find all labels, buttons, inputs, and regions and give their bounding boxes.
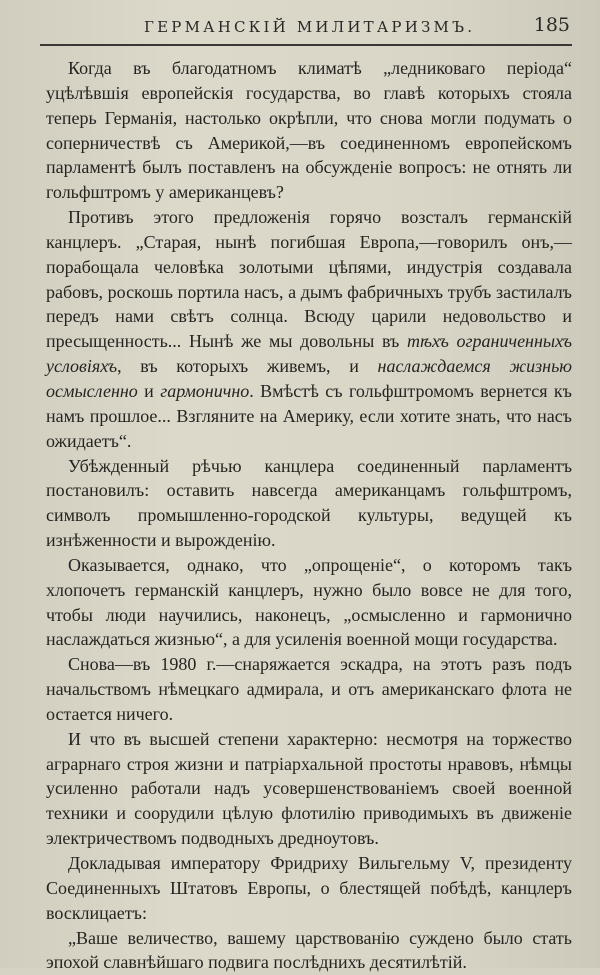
paragraph <box>46 205 572 453</box>
paragraph-text: И что въ высшей степени характерно: несмотря на торжество аграрнаго строя жизни и патріархальной простоты нравовъ, нѣмцы усиленно работали надъ усовершенствованіемъ своей военной техники и соорудили цѣлую флотилію приводимыхъ въ движеніе электричествомъ подводныхъ дредноутовъ. <box>46 728 572 849</box>
paragraph-text: и <box>137 380 161 401</box>
paragraph <box>46 851 572 926</box>
page-number: 185 <box>533 14 570 36</box>
italic-text: тѣхъ ограниченныхъ условіяхъ <box>46 331 572 377</box>
paragraph-text: , въ которыхъ живемъ, и <box>117 356 378 377</box>
running-title: ГЕРМАНСКIЙ МИЛИТАРИЗМЪ. <box>144 18 476 36</box>
paragraph-text: Снова—въ 1980 г.—снаряжается эскадра, на этотъ разъ подъ начальствомъ нѣмецкаго адмирала, и отъ американскаго флота не остается ничего. <box>46 654 572 724</box>
paragraph-text: . Вмѣстѣ съ гольфштромомъ вернется къ намъ прошлое... Взгляните на Америку, если хотите знать, что насъ ожидаетъ“. <box>46 380 572 451</box>
italic-text: наслаждаемся жизнью осмысленно <box>46 356 572 401</box>
header-rule <box>40 44 572 46</box>
paragraph-text: „Ваше величество, вашему царствованію суждено было стать эпохой славнѣйшаго подвига послѣднихъ десятилѣтій. <box>46 927 572 973</box>
paragraph-text: Оказывается, однако, что „опрощеніе“, о которомъ такъ хлопочетъ германскій канцлеръ, нужно было вовсе не для того, чтобы люди научились, наконецъ, „осмысленно и гармонично наслаждаться жизнью“, а для усиленія военной мощи государства. <box>46 554 572 650</box>
paragraph-text: Докладывая императору Фридриху Вильгельму V, президенту Соединенныхъ Штатовъ Европы, о блестящей побѣдѣ, канцлеръ восклицаетъ: <box>46 853 572 923</box>
paragraph <box>46 454 572 553</box>
page-header <box>40 12 570 42</box>
italic-text: гармонично <box>160 380 250 401</box>
body-text <box>46 56 572 975</box>
paragraph <box>46 56 572 205</box>
paragraph-text: Убѣжденный рѣчью канцлера соединенный парламентъ постановилъ: оставить навсегда американцамъ гольфштромъ, символъ промышленно-городской культуры, ведущей къ изнѣженности и вырожденію. <box>46 455 572 551</box>
paragraph <box>46 727 572 851</box>
paragraph-text: Противъ этого предложенія горячо возсталъ германскій канцлеръ. „Старая, нынѣ погибшая Европа,—говорилъ онъ,—порабощала человѣка золотыми цѣпями, индустрія создавала рабовъ, роскошь портила насъ, а дымъ фабричныхъ трубъ застилалъ передъ нами свѣтъ солнца. Всюду царили недовольство и пресыщенность... Нынѣ же мы довольны въ <box>46 207 572 352</box>
paragraph <box>46 652 572 727</box>
paragraph <box>46 553 572 652</box>
paragraph-text: Когда въ благодатномъ климатѣ „ледниковаго періода“ уцѣлѣвшія европейскія государства, во главѣ которыхъ стояла теперь Германія, настолько окрѣпли, что снова могли подумать о соперничествѣ съ Америкой,—въ соединенномъ европейскомъ парламентѣ былъ поставленъ на обсужденіе вопросъ: не отнять ли гольфштромъ у американцевъ? <box>46 58 572 203</box>
